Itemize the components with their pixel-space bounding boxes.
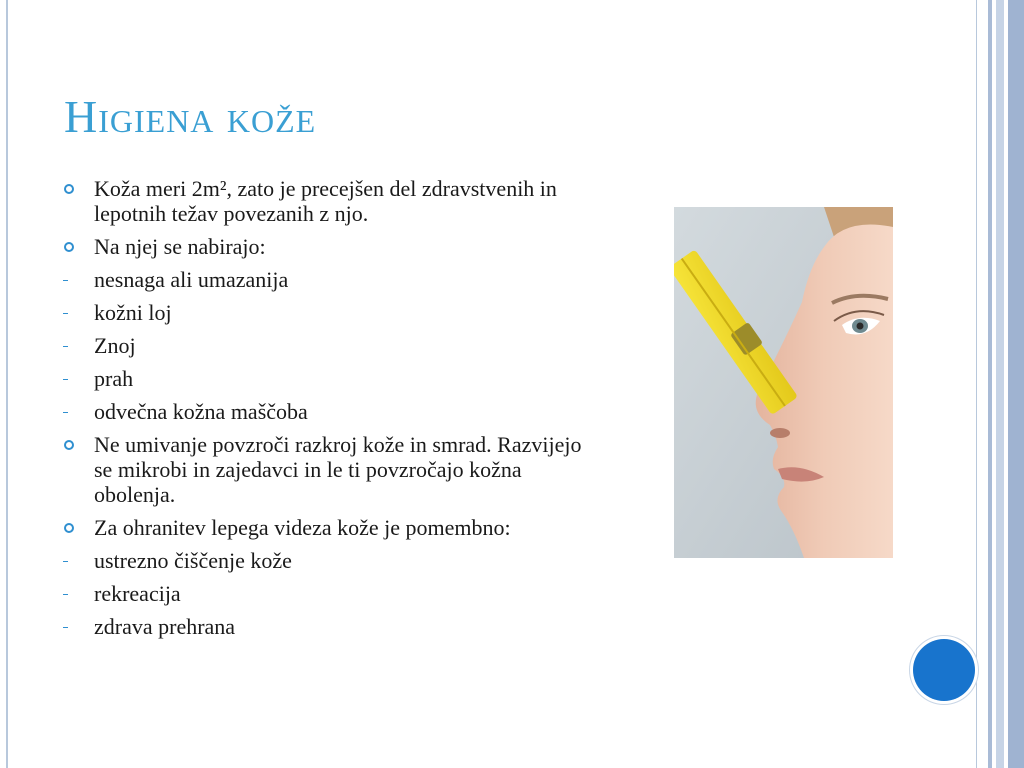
dash-bullet-icon <box>62 614 82 639</box>
ring-bullet-icon <box>62 176 82 201</box>
sub-bullet-item <box>62 300 602 325</box>
dash-bullet-icon <box>62 399 82 424</box>
bullet-text: prah <box>94 366 134 391</box>
bullet-text: nesnaga ali umazanija <box>94 267 289 292</box>
decorative-blue-circle <box>913 639 975 701</box>
bullet-item <box>62 432 602 507</box>
dash-bullet-icon <box>62 366 82 391</box>
dash-bullet-icon <box>62 548 82 573</box>
sub-bullet-item <box>62 399 602 424</box>
slide-frame-right <box>976 0 977 768</box>
bullet-item <box>62 176 602 226</box>
woman-with-clothespin-on-nose-photo <box>674 207 893 558</box>
bullet-text: Za ohranitev lepega videza kože je pomembno: <box>94 515 511 540</box>
bullet-text: ustrezno čiščenje kože <box>94 548 292 573</box>
sub-bullet-item <box>62 548 602 573</box>
bullet-text: kožni loj <box>94 300 172 325</box>
slide-title: Higiena kože <box>64 91 317 142</box>
sub-bullet-item <box>62 333 602 358</box>
bullet-text: odvečna kožna maščoba <box>94 399 308 424</box>
dash-bullet-icon <box>62 267 82 292</box>
bullet-text: Koža meri 2m², zato je precejšen del zdravstvenih in lepotnih težav povezanih z njo. <box>94 176 557 226</box>
bullet-item <box>62 234 602 259</box>
sub-bullet-item <box>62 581 602 606</box>
sub-bullet-item <box>62 267 602 292</box>
dash-bullet-icon <box>62 333 82 358</box>
bullet-text: rekreacija <box>94 581 181 606</box>
bullet-text: Znoj <box>94 333 136 358</box>
bullet-text: Na njej se nabirajo: <box>94 234 266 259</box>
dash-bullet-icon <box>62 300 82 325</box>
bullet-item <box>62 515 602 540</box>
ring-bullet-icon <box>62 234 82 259</box>
ring-bullet-icon <box>62 515 82 540</box>
sub-bullet-item <box>62 614 602 639</box>
bullet-list-area <box>62 176 602 647</box>
decorative-side-band <box>984 0 1024 768</box>
ring-bullet-icon <box>62 432 82 457</box>
sub-bullet-item <box>62 366 602 391</box>
bullet-text: Ne umivanje povzroči razkroj kože in smrad. Razvijejo se mikrobi in zajedavci in le ti povzročajo kožna obolenja. <box>94 432 582 507</box>
slide-frame-left <box>6 0 8 768</box>
dash-bullet-icon <box>62 581 82 606</box>
bullet-text: zdrava prehrana <box>94 614 236 639</box>
bullet-list <box>62 176 602 639</box>
